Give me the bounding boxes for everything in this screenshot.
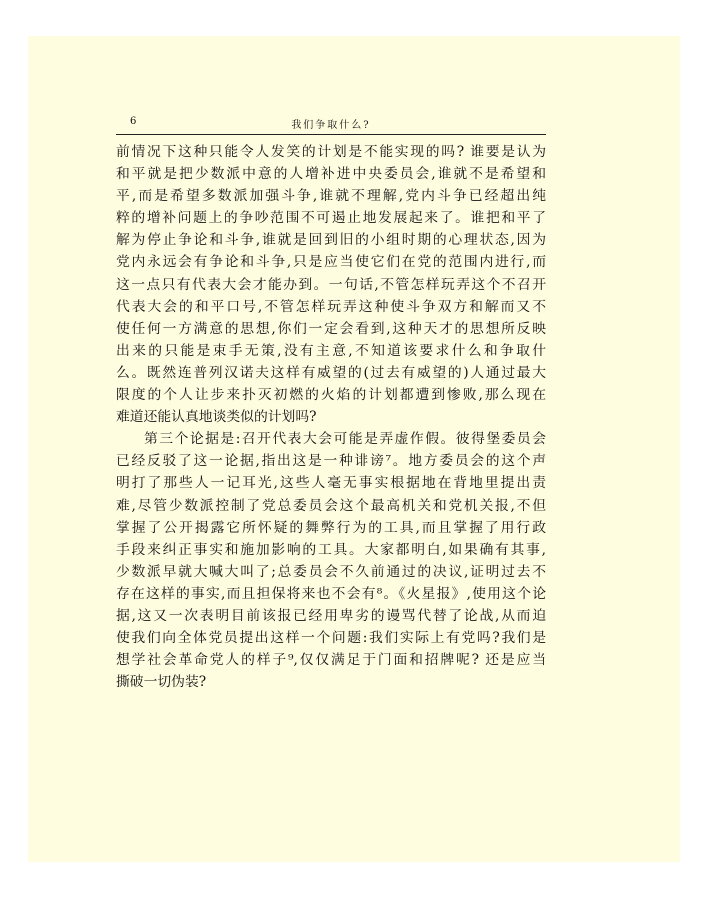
text-line: 撕破一切伪装? bbox=[116, 674, 207, 691]
paragraph-1 bbox=[116, 141, 546, 428]
running-title: 我们争取什么? bbox=[291, 120, 371, 131]
text-line: 难道还能认真地谈类似的计划吗? bbox=[116, 409, 317, 426]
text-line: 手段来纠正事实和施加影响的工具。大家都明白,如果确有其事, bbox=[116, 541, 546, 558]
page-header bbox=[116, 114, 546, 135]
text-line: 平,而是希望多数派加强斗争,谁就不理解,党内斗争已经超出纯 bbox=[116, 188, 546, 205]
text-line: 少数派早就大喊大叫了;总委员会不久前通过的决议,证明过去不 bbox=[116, 563, 546, 580]
text-line: 难,尽管少数派控制了党总委员会这个最高机关和党机关报,不但 bbox=[116, 497, 546, 514]
text-line: 代表大会的和平口号,不管怎样玩弄这种使斗争双方和解而又不 bbox=[116, 298, 546, 315]
text-line: 出来的只能是束手无策,没有主意,不知道该要求什么和争取什 bbox=[116, 342, 546, 359]
text-line: 已经反驳了这一论据,指出这是一种诽谤⁷。地方委员会的这个声 bbox=[116, 453, 546, 470]
text-line: 使我们向全体党员提出这样一个问题:我们实际上有党吗?我们是 bbox=[116, 630, 546, 647]
paragraph-2 bbox=[116, 428, 546, 693]
text-line: 党内永远会有争论和斗争,只是应当使它们在党的范围内进行,而 bbox=[116, 254, 546, 271]
text-line: 粹的增补问题上的争吵范围不可遏止地发展起来了。谁把和平了 bbox=[116, 210, 546, 227]
text-line: 么。既然连普列汉诺夫这样有威望的(过去有威望的)人通过最大 bbox=[116, 364, 546, 381]
text-line: 据,这又一次表明目前该报已经用卑劣的谩骂代替了论战,从而迫 bbox=[116, 607, 546, 624]
text-line: 第三个论据是:召开代表大会可能是弄虚作假。彼得堡委员会 bbox=[144, 431, 546, 448]
text-line: 明打了那些人一记耳光,这些人毫无事实根据地在背地里提出责 bbox=[116, 475, 546, 492]
page-number: 6 bbox=[130, 116, 137, 127]
text-line: 前情况下这种只能令人发笑的计划是不能实现的吗? 谁要是认为 bbox=[116, 144, 546, 160]
text-line: 限度的个人让步来扑灭初燃的火焰的计划都遭到惨败,那么现在 bbox=[116, 387, 546, 404]
text-line: 和平就是把少数派中意的人增补进中央委员会,谁就不是希望和 bbox=[116, 166, 546, 183]
text-line: 解为停止争论和斗争,谁就是回到旧的小组时期的心理状态,因为 bbox=[116, 232, 546, 249]
text-line: 掌握了公开揭露它所怀疑的舞弊行为的工具,而且掌握了用行政 bbox=[116, 519, 546, 536]
text-line: 这一点只有代表大会才能办到。一句话,不管怎样玩弄这个不召开 bbox=[116, 276, 546, 293]
body-text bbox=[116, 141, 546, 693]
text-line: 使任何一方满意的思想,你们一定会看到,这种天才的思想所反映 bbox=[116, 320, 546, 337]
text-line: 想学社会革命党人的样子⁹,仅仅满足于门面和招牌呢? 还是应当 bbox=[116, 652, 546, 669]
text-line: 存在这样的事实,而且担保将来也不会有⁸。《火星报》,使用这个论 bbox=[116, 585, 546, 602]
